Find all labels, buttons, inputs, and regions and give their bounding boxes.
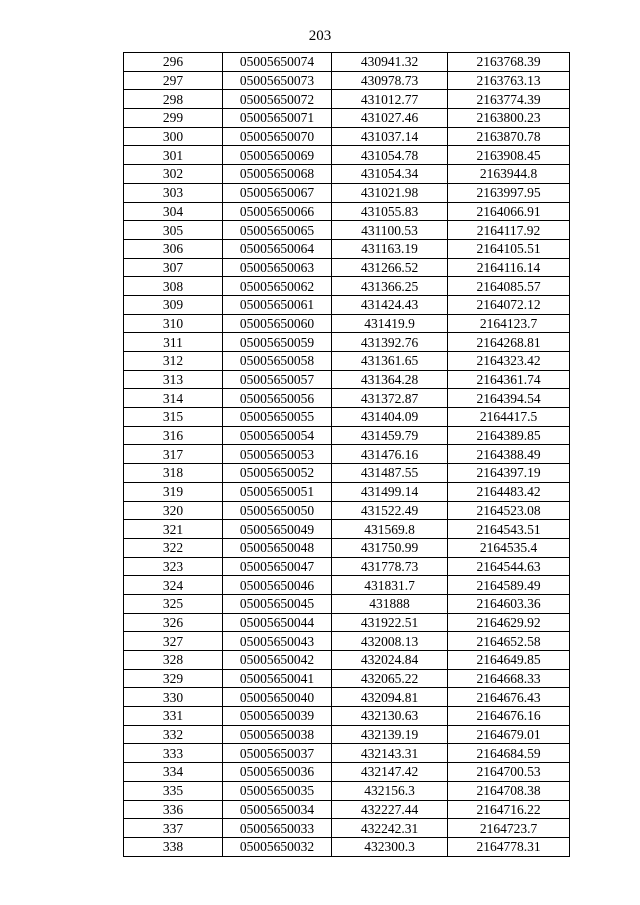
y-coordinate-cell: 2164085.57 xyxy=(448,277,570,296)
row-number-cell: 300 xyxy=(124,127,223,146)
table-row xyxy=(124,464,570,483)
row-number-cell: 332 xyxy=(124,725,223,744)
table-row xyxy=(124,725,570,744)
y-coordinate-cell: 2164649.85 xyxy=(448,651,570,670)
point-id-cell: 05005650053 xyxy=(223,445,332,464)
table-row xyxy=(124,277,570,296)
point-id-cell: 05005650045 xyxy=(223,594,332,613)
row-number-cell: 303 xyxy=(124,183,223,202)
row-number-cell: 323 xyxy=(124,557,223,576)
row-number-cell: 296 xyxy=(124,53,223,72)
table-row xyxy=(124,333,570,352)
point-id-cell: 05005650041 xyxy=(223,669,332,688)
point-id-cell: 05005650061 xyxy=(223,295,332,314)
row-number-cell: 338 xyxy=(124,837,223,856)
table-row xyxy=(124,71,570,90)
point-id-cell: 05005650067 xyxy=(223,183,332,202)
x-coordinate-cell: 431831.7 xyxy=(332,576,448,595)
point-id-cell: 05005650049 xyxy=(223,520,332,539)
point-id-cell: 05005650059 xyxy=(223,333,332,352)
x-coordinate-cell: 432156.3 xyxy=(332,781,448,800)
row-number-cell: 328 xyxy=(124,651,223,670)
y-coordinate-cell: 2164603.36 xyxy=(448,594,570,613)
x-coordinate-cell: 431012.77 xyxy=(332,90,448,109)
table-row xyxy=(124,688,570,707)
row-number-cell: 335 xyxy=(124,781,223,800)
row-number-cell: 311 xyxy=(124,333,223,352)
y-coordinate-cell: 2164397.19 xyxy=(448,464,570,483)
y-coordinate-cell: 2164116.14 xyxy=(448,258,570,277)
table-row xyxy=(124,389,570,408)
y-coordinate-cell: 2163870.78 xyxy=(448,127,570,146)
y-coordinate-cell: 2163800.23 xyxy=(448,109,570,128)
y-coordinate-cell: 2164268.81 xyxy=(448,333,570,352)
table-row xyxy=(124,837,570,856)
x-coordinate-cell: 432008.13 xyxy=(332,632,448,651)
table-row xyxy=(124,202,570,221)
y-coordinate-cell: 2164676.43 xyxy=(448,688,570,707)
table-body xyxy=(124,53,570,857)
table-row xyxy=(124,352,570,371)
point-id-cell: 05005650063 xyxy=(223,258,332,277)
row-number-cell: 320 xyxy=(124,501,223,520)
x-coordinate-cell: 431888 xyxy=(332,594,448,613)
point-id-cell: 05005650050 xyxy=(223,501,332,520)
point-id-cell: 05005650070 xyxy=(223,127,332,146)
x-coordinate-cell: 431778.73 xyxy=(332,557,448,576)
x-coordinate-cell: 431364.28 xyxy=(332,370,448,389)
point-id-cell: 05005650056 xyxy=(223,389,332,408)
point-id-cell: 05005650032 xyxy=(223,837,332,856)
table-row xyxy=(124,520,570,539)
x-coordinate-cell: 431163.19 xyxy=(332,239,448,258)
table-row xyxy=(124,482,570,501)
y-coordinate-cell: 2164716.22 xyxy=(448,800,570,819)
table-row xyxy=(124,576,570,595)
x-coordinate-cell: 431054.78 xyxy=(332,146,448,165)
y-coordinate-cell: 2164117.92 xyxy=(448,221,570,240)
row-number-cell: 334 xyxy=(124,763,223,782)
x-coordinate-cell: 431366.25 xyxy=(332,277,448,296)
x-coordinate-cell: 431419.9 xyxy=(332,314,448,333)
row-number-cell: 297 xyxy=(124,71,223,90)
table-row xyxy=(124,314,570,333)
row-number-cell: 336 xyxy=(124,800,223,819)
y-coordinate-cell: 2164589.49 xyxy=(448,576,570,595)
table-row xyxy=(124,258,570,277)
row-number-cell: 313 xyxy=(124,370,223,389)
point-id-cell: 05005650066 xyxy=(223,202,332,221)
y-coordinate-cell: 2164389.85 xyxy=(448,426,570,445)
row-number-cell: 321 xyxy=(124,520,223,539)
y-coordinate-cell: 2164323.42 xyxy=(448,352,570,371)
row-number-cell: 314 xyxy=(124,389,223,408)
point-id-cell: 05005650040 xyxy=(223,688,332,707)
y-coordinate-cell: 2163908.45 xyxy=(448,146,570,165)
x-coordinate-cell: 431522.49 xyxy=(332,501,448,520)
row-number-cell: 299 xyxy=(124,109,223,128)
x-coordinate-cell: 431499.14 xyxy=(332,482,448,501)
coordinates-table xyxy=(123,52,570,857)
table-row xyxy=(124,819,570,838)
table-row xyxy=(124,594,570,613)
point-id-cell: 05005650054 xyxy=(223,426,332,445)
row-number-cell: 324 xyxy=(124,576,223,595)
x-coordinate-cell: 432024.84 xyxy=(332,651,448,670)
table-row xyxy=(124,557,570,576)
x-coordinate-cell: 431054.34 xyxy=(332,165,448,184)
table-row xyxy=(124,800,570,819)
x-coordinate-cell: 432065.22 xyxy=(332,669,448,688)
row-number-cell: 312 xyxy=(124,352,223,371)
table-row xyxy=(124,221,570,240)
point-id-cell: 05005650042 xyxy=(223,651,332,670)
y-coordinate-cell: 2164676.16 xyxy=(448,707,570,726)
point-id-cell: 05005650057 xyxy=(223,370,332,389)
x-coordinate-cell: 431361.65 xyxy=(332,352,448,371)
row-number-cell: 298 xyxy=(124,90,223,109)
row-number-cell: 310 xyxy=(124,314,223,333)
x-coordinate-cell: 431021.98 xyxy=(332,183,448,202)
row-number-cell: 318 xyxy=(124,464,223,483)
y-coordinate-cell: 2164388.49 xyxy=(448,445,570,464)
row-number-cell: 337 xyxy=(124,819,223,838)
row-number-cell: 304 xyxy=(124,202,223,221)
table-row xyxy=(124,445,570,464)
point-id-cell: 05005650073 xyxy=(223,71,332,90)
point-id-cell: 05005650033 xyxy=(223,819,332,838)
point-id-cell: 05005650037 xyxy=(223,744,332,763)
x-coordinate-cell: 430941.32 xyxy=(332,53,448,72)
point-id-cell: 05005650074 xyxy=(223,53,332,72)
point-id-cell: 05005650068 xyxy=(223,165,332,184)
row-number-cell: 307 xyxy=(124,258,223,277)
x-coordinate-cell: 431055.83 xyxy=(332,202,448,221)
y-coordinate-cell: 2164072.12 xyxy=(448,295,570,314)
row-number-cell: 317 xyxy=(124,445,223,464)
y-coordinate-cell: 2164652.58 xyxy=(448,632,570,651)
y-coordinate-cell: 2164778.31 xyxy=(448,837,570,856)
row-number-cell: 326 xyxy=(124,613,223,632)
row-number-cell: 316 xyxy=(124,426,223,445)
x-coordinate-cell: 432227.44 xyxy=(332,800,448,819)
row-number-cell: 322 xyxy=(124,538,223,557)
point-id-cell: 05005650038 xyxy=(223,725,332,744)
y-coordinate-cell: 2164684.59 xyxy=(448,744,570,763)
table-row xyxy=(124,370,570,389)
row-number-cell: 330 xyxy=(124,688,223,707)
y-coordinate-cell: 2164417.5 xyxy=(448,408,570,427)
point-id-cell: 05005650069 xyxy=(223,146,332,165)
y-coordinate-cell: 2163774.39 xyxy=(448,90,570,109)
y-coordinate-cell: 2164483.42 xyxy=(448,482,570,501)
row-number-cell: 301 xyxy=(124,146,223,165)
x-coordinate-cell: 432094.81 xyxy=(332,688,448,707)
row-number-cell: 315 xyxy=(124,408,223,427)
table-row xyxy=(124,669,570,688)
y-coordinate-cell: 2164668.33 xyxy=(448,669,570,688)
row-number-cell: 329 xyxy=(124,669,223,688)
point-id-cell: 05005650036 xyxy=(223,763,332,782)
y-coordinate-cell: 2164394.54 xyxy=(448,389,570,408)
x-coordinate-cell: 431487.55 xyxy=(332,464,448,483)
table-row xyxy=(124,613,570,632)
table-row xyxy=(124,763,570,782)
point-id-cell: 05005650047 xyxy=(223,557,332,576)
row-number-cell: 302 xyxy=(124,165,223,184)
table-row xyxy=(124,146,570,165)
table-row xyxy=(124,165,570,184)
y-coordinate-cell: 2164723.7 xyxy=(448,819,570,838)
point-id-cell: 05005650039 xyxy=(223,707,332,726)
point-id-cell: 05005650034 xyxy=(223,800,332,819)
table-row xyxy=(124,744,570,763)
y-coordinate-cell: 2164361.74 xyxy=(448,370,570,389)
table-row xyxy=(124,632,570,651)
y-coordinate-cell: 2164708.38 xyxy=(448,781,570,800)
row-number-cell: 331 xyxy=(124,707,223,726)
table-row xyxy=(124,501,570,520)
point-id-cell: 05005650043 xyxy=(223,632,332,651)
x-coordinate-cell: 432242.31 xyxy=(332,819,448,838)
point-id-cell: 05005650035 xyxy=(223,781,332,800)
table-row xyxy=(124,408,570,427)
point-id-cell: 05005650064 xyxy=(223,239,332,258)
x-coordinate-cell: 431392.76 xyxy=(332,333,448,352)
x-coordinate-cell: 431372.87 xyxy=(332,389,448,408)
table-row xyxy=(124,127,570,146)
table-row xyxy=(124,295,570,314)
row-number-cell: 325 xyxy=(124,594,223,613)
table-row xyxy=(124,239,570,258)
y-coordinate-cell: 2163997.95 xyxy=(448,183,570,202)
point-id-cell: 05005650065 xyxy=(223,221,332,240)
table-row xyxy=(124,109,570,128)
point-id-cell: 05005650044 xyxy=(223,613,332,632)
x-coordinate-cell: 431037.14 xyxy=(332,127,448,146)
x-coordinate-cell: 431459.79 xyxy=(332,426,448,445)
row-number-cell: 305 xyxy=(124,221,223,240)
table-row xyxy=(124,183,570,202)
x-coordinate-cell: 432147.42 xyxy=(332,763,448,782)
x-coordinate-cell: 431569.8 xyxy=(332,520,448,539)
row-number-cell: 327 xyxy=(124,632,223,651)
y-coordinate-cell: 2164629.92 xyxy=(448,613,570,632)
row-number-cell: 308 xyxy=(124,277,223,296)
point-id-cell: 05005650060 xyxy=(223,314,332,333)
y-coordinate-cell: 2163763.13 xyxy=(448,71,570,90)
y-coordinate-cell: 2163944.8 xyxy=(448,165,570,184)
x-coordinate-cell: 432139.19 xyxy=(332,725,448,744)
x-coordinate-cell: 432143.31 xyxy=(332,744,448,763)
y-coordinate-cell: 2164543.51 xyxy=(448,520,570,539)
y-coordinate-cell: 2163768.39 xyxy=(448,53,570,72)
table-row xyxy=(124,707,570,726)
table-row xyxy=(124,53,570,72)
point-id-cell: 05005650055 xyxy=(223,408,332,427)
page-number: 203 xyxy=(308,28,332,44)
y-coordinate-cell: 2164123.7 xyxy=(448,314,570,333)
row-number-cell: 309 xyxy=(124,295,223,314)
x-coordinate-cell: 431922.51 xyxy=(332,613,448,632)
y-coordinate-cell: 2164700.53 xyxy=(448,763,570,782)
point-id-cell: 05005650051 xyxy=(223,482,332,501)
x-coordinate-cell: 431404.09 xyxy=(332,408,448,427)
row-number-cell: 333 xyxy=(124,744,223,763)
y-coordinate-cell: 2164066.91 xyxy=(448,202,570,221)
x-coordinate-cell: 431476.16 xyxy=(332,445,448,464)
point-id-cell: 05005650058 xyxy=(223,352,332,371)
y-coordinate-cell: 2164679.01 xyxy=(448,725,570,744)
x-coordinate-cell: 432300.3 xyxy=(332,837,448,856)
row-number-cell: 319 xyxy=(124,482,223,501)
point-id-cell: 05005650048 xyxy=(223,538,332,557)
x-coordinate-cell: 431424.43 xyxy=(332,295,448,314)
point-id-cell: 05005650072 xyxy=(223,90,332,109)
table-row xyxy=(124,538,570,557)
point-id-cell: 05005650071 xyxy=(223,109,332,128)
y-coordinate-cell: 2164105.51 xyxy=(448,239,570,258)
x-coordinate-cell: 431100.53 xyxy=(332,221,448,240)
point-id-cell: 05005650062 xyxy=(223,277,332,296)
x-coordinate-cell: 431750.99 xyxy=(332,538,448,557)
table-row xyxy=(124,781,570,800)
y-coordinate-cell: 2164523.08 xyxy=(448,501,570,520)
y-coordinate-cell: 2164535.4 xyxy=(448,538,570,557)
table-row xyxy=(124,426,570,445)
x-coordinate-cell: 431027.46 xyxy=(332,109,448,128)
x-coordinate-cell: 432130.63 xyxy=(332,707,448,726)
y-coordinate-cell: 2164544.63 xyxy=(448,557,570,576)
row-number-cell: 306 xyxy=(124,239,223,258)
table-row xyxy=(124,651,570,670)
x-coordinate-cell: 430978.73 xyxy=(332,71,448,90)
table-row xyxy=(124,90,570,109)
x-coordinate-cell: 431266.52 xyxy=(332,258,448,277)
point-id-cell: 05005650046 xyxy=(223,576,332,595)
point-id-cell: 05005650052 xyxy=(223,464,332,483)
